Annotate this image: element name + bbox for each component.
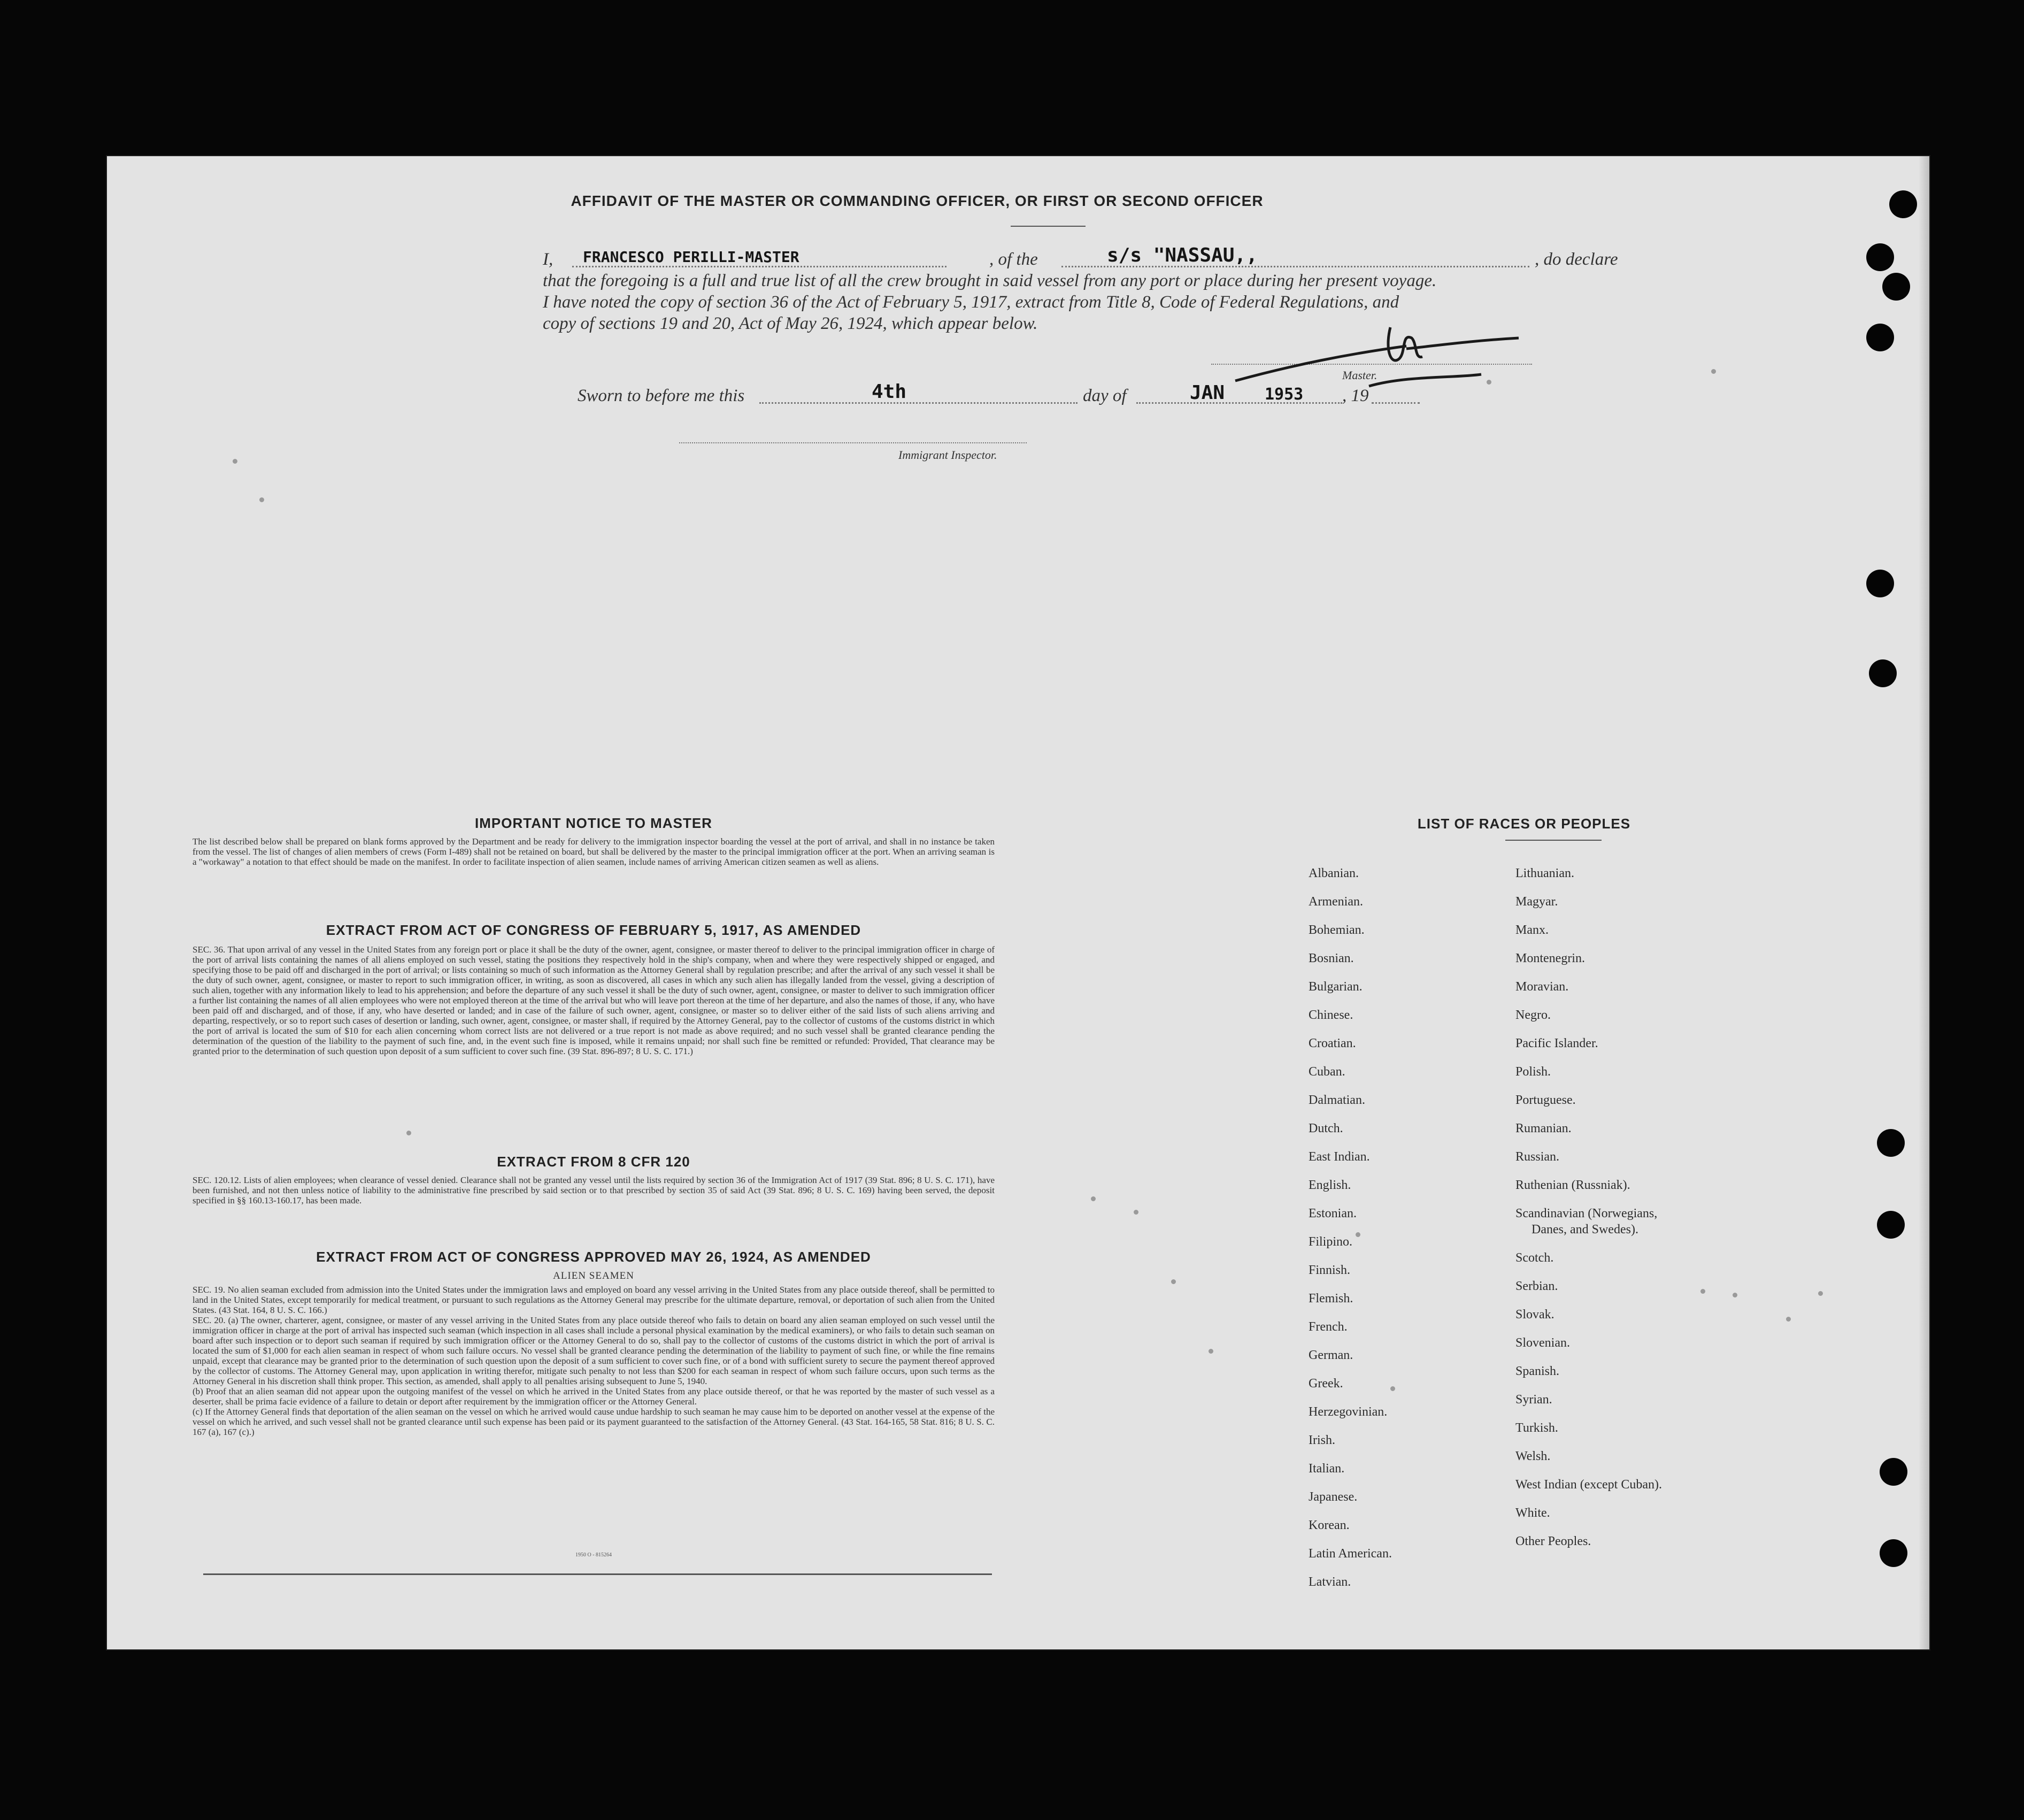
speck: [1171, 1279, 1176, 1284]
speck: [406, 1131, 411, 1135]
race-item: Croatian.: [1309, 1036, 1356, 1050]
race-item: Moravian.: [1515, 980, 1569, 994]
punch-hole: [1866, 243, 1894, 271]
sworn-label: Sworn to before me this: [578, 386, 745, 405]
race-item: Latvian.: [1309, 1575, 1351, 1589]
speck: [1818, 1291, 1823, 1296]
extract-1917-title: EXTRACT FROM ACT OF CONGRESS OF FEBRUARY 5, 1917, AS AMENDED: [326, 922, 861, 938]
race-item: Portuguese.: [1515, 1093, 1576, 1107]
race-item: Ruthenian (Russniak).: [1515, 1178, 1630, 1192]
sworn-year: 1953: [1265, 385, 1304, 404]
race-item: Lithuanian.: [1515, 866, 1574, 880]
race-item: Magyar.: [1515, 895, 1558, 909]
race-item: Flemish.: [1309, 1292, 1353, 1306]
extract-cfr-text: SEC. 120.12. Lists of alien employees; when clearance of vessel denied. Clearance shall not be granted any vessel until the lists required by section 36 of the Immigration Act of 1917 (39 Stat. 896; 8 U. S. C. 171), have been furnished, and not then unless notice of liability to the administrative fine prescribed by said section or to that prescribed by section 35 of said Act (39 Stat. 896; 8 U. S. C. 169) having been served, the deposit specified in §§ 160.13-160.17, has been made.: [193, 1175, 995, 1205]
print-code: 1950 O - 815264: [575, 1552, 612, 1558]
speck: [233, 459, 237, 464]
document-page: [107, 156, 1929, 1649]
race-item: Montenegrin.: [1515, 951, 1585, 965]
race-item: Polish.: [1515, 1065, 1551, 1079]
day-of-label: day of: [1083, 386, 1127, 405]
race-item: Slovak.: [1515, 1308, 1554, 1322]
extract-cfr-title: EXTRACT FROM 8 CFR 120: [497, 1154, 690, 1170]
speck: [1134, 1210, 1138, 1215]
race-item: Bulgarian.: [1309, 980, 1363, 994]
race-item: Other Peoples.: [1515, 1534, 1591, 1548]
race-item: Dutch.: [1309, 1122, 1343, 1135]
race-item: Latin American.: [1309, 1547, 1392, 1561]
race-item: English.: [1309, 1178, 1351, 1192]
race-item: Pacific Islander.: [1515, 1036, 1598, 1050]
master-label: Master.: [1342, 368, 1377, 382]
year-line: [1372, 402, 1420, 404]
speck: [1209, 1349, 1213, 1354]
race-item: Syrian.: [1515, 1393, 1552, 1407]
race-item: Finnish.: [1309, 1263, 1351, 1277]
race-item: Rumanian.: [1515, 1122, 1572, 1135]
extract-1924-title: EXTRACT FROM ACT OF CONGRESS APPROVED MAY 26, 1924, AS AMENDED: [316, 1249, 871, 1265]
race-item: Spanish.: [1515, 1364, 1560, 1378]
race-item: Negro.: [1515, 1008, 1551, 1022]
race-item: Japanese.: [1309, 1490, 1358, 1504]
race-item: Scandinavian (Norwegians,: [1515, 1207, 1658, 1220]
sworn-day: 4th: [872, 381, 907, 403]
year-prefix-label: , 19: [1342, 386, 1369, 405]
name-line: [572, 266, 946, 267]
speck: [1700, 1289, 1705, 1294]
notice-text: The list described below shall be prepared on blank forms approved by the Department and be ready for delivery to the immigration inspector boarding the vessel at the port of arrival, and shall in no instance be taken from the vessel. The list of changes of alien members of crews (Form I-489) shall not be retained on board, but shall be delivered by the master to the principal immigration officer at the port. When an arriving seaman is a "workaway" a notation to that effect should be made on the manifest. In order to facilitate inspection of alien seamen, include names of arriving American citizen seamen as well as aliens.: [193, 836, 995, 867]
vessel-name: s/s "NASSAU,,: [1107, 244, 1258, 266]
race-item: West Indian (except Cuban).: [1515, 1478, 1662, 1492]
races-title-underline: [1505, 840, 1602, 841]
race-item: Scotch.: [1515, 1251, 1554, 1265]
i-label: I,: [543, 250, 553, 269]
sworn-month-line: [1136, 402, 1342, 404]
race-item: Bosnian.: [1309, 951, 1354, 965]
punch-hole: [1880, 1458, 1907, 1486]
race-item: Irish.: [1309, 1433, 1335, 1447]
affidavit-line2: that the foregoing is a full and true list of all the crew brought in said vessel from any port or place during her present voyage.: [543, 271, 1437, 290]
race-item: Albanian.: [1309, 866, 1359, 880]
notice-title: IMPORTANT NOTICE TO MASTER: [475, 815, 712, 831]
race-item: Italian.: [1309, 1462, 1345, 1476]
sworn-month: JAN: [1190, 382, 1225, 404]
extract-1924-subtitle: ALIEN SEAMEN: [553, 1270, 634, 1281]
race-item: Estonian.: [1309, 1207, 1357, 1220]
race-item: Armenian.: [1309, 895, 1363, 909]
race-item: Serbian.: [1515, 1279, 1558, 1293]
speck: [1786, 1317, 1791, 1322]
affidavit-title: AFFIDAVIT OF THE MASTER OR COMMANDING OFFICER, OR FIRST OR SECOND OFFICER: [571, 193, 1264, 209]
sworn-day-line: [759, 402, 1078, 404]
punch-hole: [1880, 1539, 1907, 1567]
race-item: Turkish.: [1515, 1421, 1558, 1435]
of-the-label: , of the: [989, 250, 1038, 269]
race-item: Slovenian.: [1515, 1336, 1570, 1350]
inspector-line: [679, 442, 1027, 443]
race-item: Dalmatian.: [1309, 1093, 1365, 1107]
race-item: German.: [1309, 1348, 1353, 1362]
punch-hole: [1866, 324, 1894, 351]
speck: [1487, 380, 1491, 385]
speck: [1091, 1196, 1096, 1201]
race-item: Danes, and Swedes).: [1532, 1223, 1638, 1237]
race-item: Cuban.: [1309, 1065, 1345, 1079]
race-item: Korean.: [1309, 1518, 1350, 1532]
race-item: Welsh.: [1515, 1449, 1551, 1463]
speck: [1356, 1232, 1360, 1237]
race-item: Chinese.: [1309, 1008, 1353, 1022]
speck: [1390, 1386, 1395, 1391]
punch-hole: [1866, 570, 1894, 597]
bottom-rule: [203, 1573, 992, 1575]
affidavit-line4: copy of sections 19 and 20, Act of May 26, 1924, which appear below.: [543, 314, 1038, 333]
do-declare-label: , do declare: [1535, 250, 1618, 269]
race-item: East Indian.: [1309, 1150, 1370, 1164]
races-title: LIST OF RACES OR PEOPLES: [1417, 816, 1631, 832]
punch-hole: [1877, 1129, 1905, 1157]
punch-hole: [1877, 1211, 1905, 1239]
race-item: Bohemian.: [1309, 923, 1365, 937]
master-name: FRANCESCO PERILLI-MASTER: [583, 248, 799, 266]
extract-1924-text: SEC. 19. No alien seaman excluded from admission into the United States under the immigration laws and employed on board any vessel arriving in the United States from any place outside thereof, shall be permitted to land in the United States, except temporarily for medical treatment, or pursuant to such regulations as the Attorney General may prescribe for the ultimate departure, removal, or deportation of such alien from the United States. (43 Stat. 164, 8 U. S. C. 166.) SEC. 20. (a) The owner, charterer, agent, consignee, or master of any vessel arriving in the United States from any place outside thereof who fails to detain on board any alien seaman employed on such vessel until the immigration officer in charge at the port of arrival has inspected such seaman (which inspection in all cases shall include a personal physical examination by the medical examiners), or who fails to detain such seaman on board after such inspection or to deport such seaman if required by such immigration officer or the Attorney General to do so, shall pay to the collector of customs of the customs district in which the port of arrival is located the sum of $1,000 for each alien seaman in respect of whom such failure occurs. No vessel shall be granted clearance pending the determination of the liability to payment of such fine, or while the fine remains unpaid, except that clearance may be granted prior to the determination of such question upon the deposit of a sum sufficient to cover such fine, or of a bond with sufficient surety to secure the payment thereof approved by the collector of customs. The Attorney General may, upon application in writing therefor, mitigate such penalty to not less than $200 for each seaman in respect of whom such failure occurs, upon such terms as the Attorney General in his discretion shall think proper. This section, as amended, shall apply to all penalties arising subsequent to June 5, 1940. (b) Proof that an alien seaman did not appear upon the outgoing manifest of the vessel on which he arrived in the United States from any place outside thereof, or that he was reported by the master of such vessel as a deserter, shall be prima facie evidence of a failure to detain or deport after requirement by the immigration officer or the Attorney General. (c) If the Attorney General finds that deportation of the alien seaman on the vessel on which he arrived would cause undue hardship to such seaman he may cause him to be deported on another vessel at the expense of the vessel on which he arrived, and such vessel shall not be granted clearance until such expense has been paid or its payment guaranteed to the satisfaction of the Attorney General. (43 Stat. 164-165, 58 Stat. 816; 8 U. S. C. 167 (a), 167 (c).): [193, 1285, 995, 1437]
speck: [259, 497, 264, 502]
speck: [1711, 369, 1716, 374]
race-item: Russian.: [1515, 1150, 1560, 1164]
race-item: Herzegovinian.: [1309, 1405, 1388, 1419]
race-item: Filipino.: [1309, 1235, 1353, 1249]
race-item: French.: [1309, 1320, 1348, 1334]
affidavit-line3: I have noted the copy of section 36 of the Act of February 5, 1917, extract from Title 8, Code of Federal Regulations, and: [543, 293, 1399, 312]
title-underline: [1011, 226, 1086, 227]
race-item: Greek.: [1309, 1377, 1343, 1391]
punch-hole: [1882, 273, 1910, 301]
race-item: White.: [1515, 1506, 1550, 1520]
punch-hole: [1889, 190, 1917, 218]
speck: [1733, 1293, 1737, 1297]
punch-hole: [1869, 659, 1897, 687]
race-item: Manx.: [1515, 923, 1549, 937]
inspector-label: Immigrant Inspector.: [898, 448, 997, 462]
extract-1917-text: SEC. 36. That upon arrival of any vessel in the United States from any foreign port or place it shall be the duty of the owner, agent, consignee, or master thereof to deliver to the principal immigration officer in charge of the port of arrival lists containing the names of all aliens employed on such vessel, stating the positions they respectively hold in the ship's company, when and where they were respectively shipped or engaged, and specifying those to be paid off and discharged in the port of arrival; or lists containing so much of such information as the Attorney General shall by regulation prescribe; and after the arrival of any such vessel it shall be the duty of such owner, agent, consignee, or master to report to such immigration officer, in writing, as soon as discovered, all cases in which any such alien has illegally landed from the vessel, giving a description of such alien, together with any information likely to lead to his apprehension; and before the departure of any such vessel it shall be the duty of such owner, agent, consignee, or master to deliver to such immigration officer a further list containing the names of all alien employees who were not employed thereon at the time of the arrival but who will leave port thereon at the time of her departure, and also the names of those, if any, who have been paid off and discharged, and of those, if any, who have deserted or landed; and in case of the failure of such owner, agent, consignee, or master so to deliver either of the said lists of such aliens arriving and departing, respectively, or so to report such cases of desertion or landing, such owner, agent, consignee, or master shall, if required by the Attorney General, pay to the collector of customs of the customs district in which the port of arrival is located the sum of $10 for each alien concerning whom correct lists are not delivered or a true report is not made as above required; and no such vessel shall be granted clearance pending the determination of the question of the liability to the payment of such fine, and, in the event such fine is imposed, while it remains unpaid; nor shall such fine be remitted or refunded: Provided, That clearance may be granted prior to the determination of such question upon deposit of a sum sufficient to cover such fine. (39 Stat. 896-897; 8 U. S. C. 171.): [193, 944, 995, 1056]
